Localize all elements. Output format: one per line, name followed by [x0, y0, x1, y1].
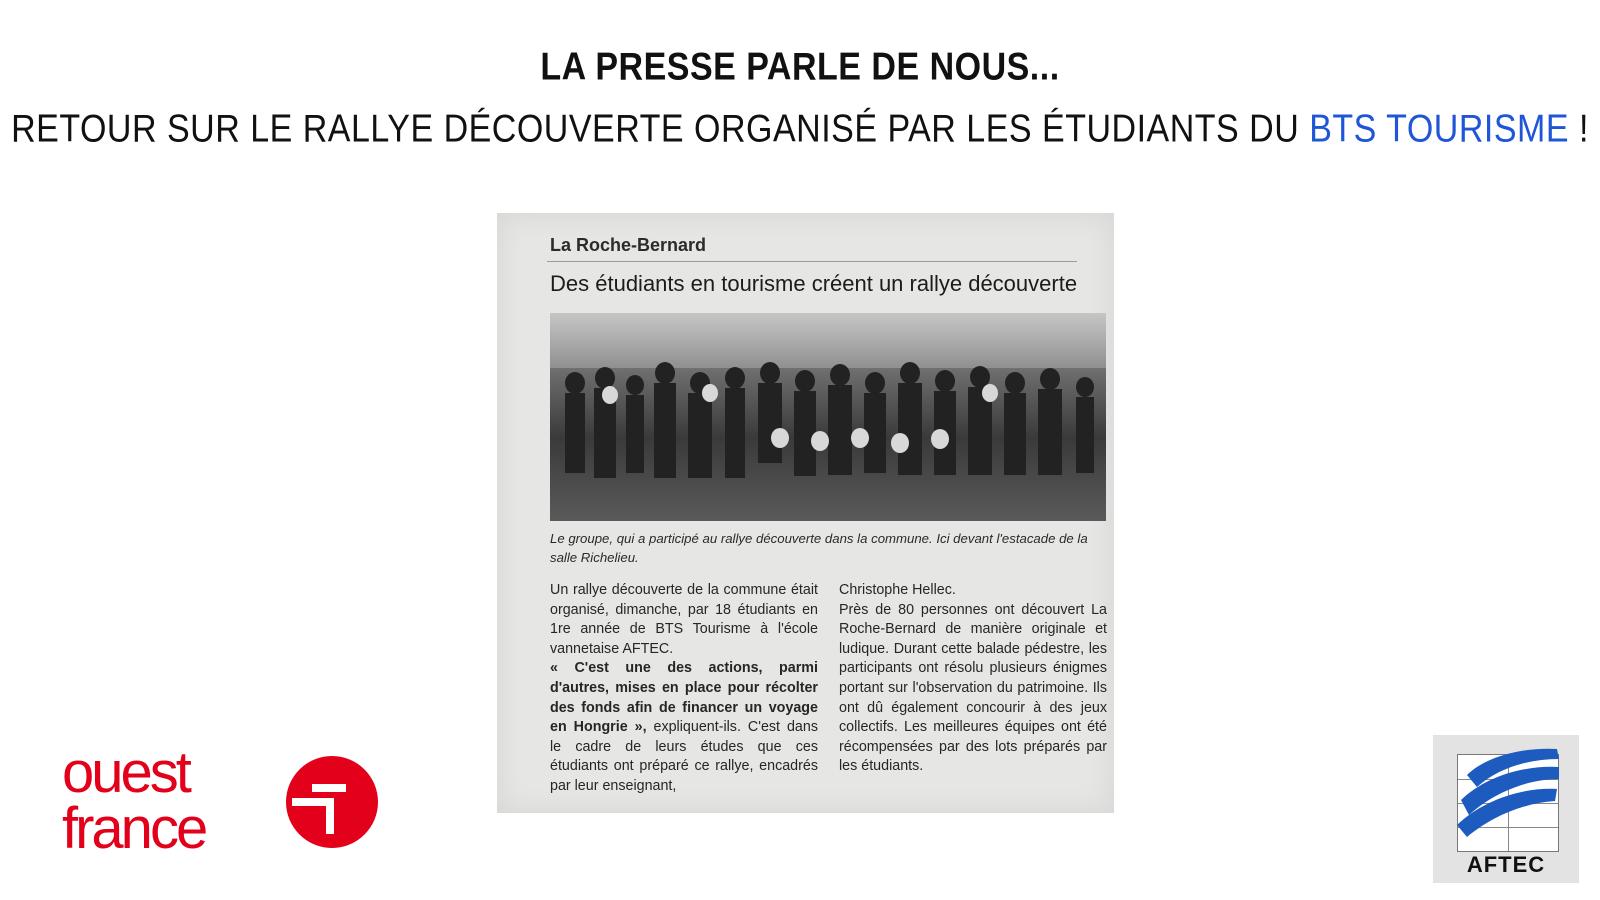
headline-rallye-text: RETOUR SUR LE RALLYE DÉCOUVERTE ORGANISÉ PAR LES ÉTUDIANTS DU — [11, 107, 1310, 151]
article-paragraph: Un rallye découverte de la commune était organisé, dimanche, par 18 étudiants en 1re année de BTS Tourisme à l'école vannetaise AFTEC. — [550, 582, 818, 657]
photo-crowd — [550, 343, 1106, 493]
article-quote: « C'est une des actions, parmi d'autres, mises en place pour récolter des fonds afin de financer un voyage en Hongrie », — [550, 660, 818, 736]
clipping-rule — [547, 261, 1077, 262]
article-paragraph: Christophe Hellec. — [839, 582, 956, 598]
article-quote-followup: expliquent-ils. C'est dans le cadre de leurs études que ces étudiants ont préparé ce rallye, encadrés par leur enseignant, — [550, 719, 818, 794]
article-paragraph-quote — [550, 659, 818, 796]
headline-bts-tourisme: BTS TOURISME — [1309, 107, 1569, 151]
ouest-france-logo — [60, 744, 380, 854]
ouest-france-logo-line1: ouest — [62, 744, 189, 805]
photo-caption: Le groupe, qui a participé au rallye découverte dans la commune. Ici devant l'estacade de la salle Richelieu. — [550, 531, 1088, 565]
aftec-logo — [1433, 735, 1579, 883]
headline-rallye — [0, 107, 1600, 152]
clipping-title: Des étudiants en tourisme créent un rallye découverte — [550, 271, 1078, 296]
clipping-rubric: La Roche-Bernard — [550, 235, 707, 255]
headline-exclamation: ! — [1569, 107, 1589, 151]
ouest-france-logo-line2: france — [62, 796, 206, 854]
article-column-2 — [839, 581, 1107, 777]
group-photo — [550, 313, 1106, 521]
article-column-1 — [550, 581, 818, 797]
aftec-swoosh-icon — [1447, 745, 1565, 845]
headline-press: LA PRESSE PARLE DE NOUS... — [540, 45, 1060, 89]
aftec-logo-name: AFTEC — [1466, 852, 1546, 877]
newspaper-clipping — [497, 213, 1114, 813]
article-paragraph: Près de 80 personnes ont découvert La Roche-Bernard de manière originale et ludique. Durant cette balade pédestre, les participants ont résolu plusieurs énigmes portant sur l'observation du patrimoine. Ils ont dû également concourir à des jeux collectifs. Les meilleures équipes ont été récompensées par des lots préparés par les étudiants. — [839, 601, 1107, 775]
